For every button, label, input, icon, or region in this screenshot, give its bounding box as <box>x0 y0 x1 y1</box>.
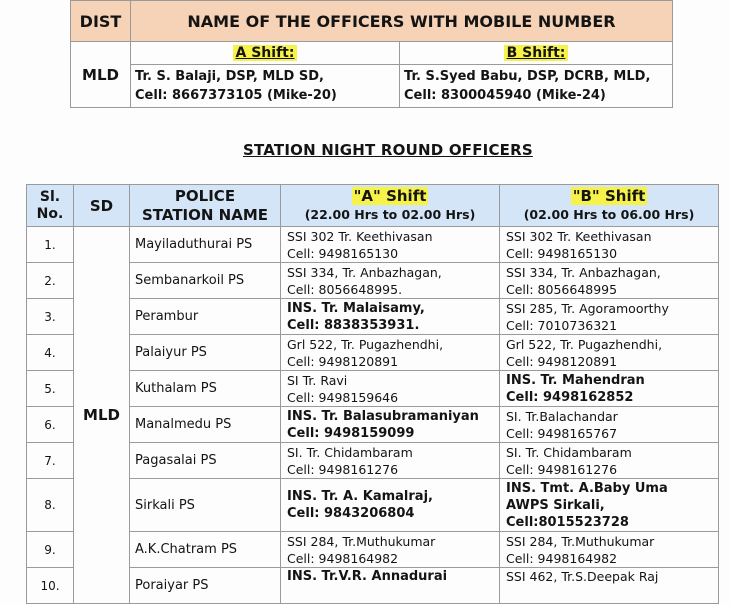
row-b-shift: SI. Tr. Chidambaram Cell: 9498161276 <box>500 443 719 479</box>
row-b-shift: SSI 334, Tr. Anbazhagan, Cell: 8056648995 <box>500 263 719 299</box>
row-station: Mayiladuthurai PS <box>130 227 281 263</box>
col-header-b-shift: "B" Shift (02.00 Hrs to 06.00 Hrs) <box>500 185 719 227</box>
row-sl: 10. <box>27 568 74 604</box>
row-a-shift: INS. Tr. Malaisamy, Cell: 8838353931. <box>281 299 500 335</box>
row-sl: 9. <box>27 532 74 568</box>
dist-value: MLD <box>71 42 131 108</box>
row-sl: 6. <box>27 407 74 443</box>
row-sl: 7. <box>27 443 74 479</box>
col-header-sd: SD <box>74 185 130 227</box>
row-station: Pagasalai PS <box>130 443 281 479</box>
table-row <box>27 299 719 335</box>
col-header-station: POLICE STATION NAME <box>130 185 281 227</box>
row-station: Perambur <box>130 299 281 335</box>
row-a-shift: SI. Tr. Chidambaram Cell: 9498161276 <box>281 443 500 479</box>
row-b-shift: INS. Tr. Mahendran Cell: 9498162852 <box>500 371 719 407</box>
col-header-a-shift: "A" Shift (22.00 Hrs to 02.00 Hrs) <box>281 185 500 227</box>
row-station: Sirkali PS <box>130 479 281 532</box>
top-officers-table <box>70 0 673 108</box>
table-row <box>27 568 719 604</box>
table-row <box>27 263 719 299</box>
row-b-shift: SSI 284, Tr.Muthukumar Cell: 9498164982 <box>500 532 719 568</box>
row-a-shift: Grl 522, Tr. Pugazhendhi, Cell: 9498120891 <box>281 335 500 371</box>
table-row <box>27 227 719 263</box>
dist-header: DIST <box>71 1 131 42</box>
row-a-shift: INS. Tr. A. Kamalraj, Cell: 9843206804 <box>281 479 500 532</box>
row-station: Poraiyar PS <box>130 568 281 604</box>
row-b-shift: INS. Tmt. A.Baby Uma AWPS Sirkali, Cell:8015523728 <box>500 479 719 532</box>
row-sl: 3. <box>27 299 74 335</box>
row-b-shift: SSI 302 Tr. Keethivasan Cell: 9498165130 <box>500 227 719 263</box>
row-station: Sembanarkoil PS <box>130 263 281 299</box>
row-b-shift: SSI 462, Tr.S.Deepak Raj <box>500 568 719 604</box>
row-a-shift: SSI 334, Tr. Anbazhagan, Cell: 8056648995. <box>281 263 500 299</box>
table-row <box>27 371 719 407</box>
row-sl: 2. <box>27 263 74 299</box>
a-shift-officer: Tr. S. Balaji, DSP, MLD SD, Cell: 8667373105 (Mike-20) <box>131 65 400 108</box>
table-row <box>27 443 719 479</box>
b-shift-officer: Tr. S.Syed Babu, DSP, DCRB, MLD, Cell: 8300045940 (Mike-24) <box>400 65 673 108</box>
row-station: Palaiyur PS <box>130 335 281 371</box>
row-sl: 8. <box>27 479 74 532</box>
row-station: Manalmedu PS <box>130 407 281 443</box>
row-b-shift: Grl 522, Tr. Pugazhendhi, Cell: 9498120891 <box>500 335 719 371</box>
col-header-sl: Sl. No. <box>27 185 74 227</box>
row-a-shift: SSI 284, Tr.Muthukumar Cell: 9498164982 <box>281 532 500 568</box>
row-sl: 4. <box>27 335 74 371</box>
section-title: STATION NIGHT ROUND OFFICERS <box>243 141 533 159</box>
row-a-shift: INS. Tr. Balasubramaniyan Cell: 9498159099 <box>281 407 500 443</box>
a-shift-label: A Shift: <box>131 42 400 65</box>
row-b-shift: SSI 285, Tr. Agoramoorthy Cell: 7010736321 <box>500 299 719 335</box>
table-row <box>27 479 719 532</box>
sd-value: MLD <box>74 227 130 604</box>
night-round-table <box>26 184 719 604</box>
b-shift-label: B Shift: <box>400 42 673 65</box>
row-a-shift: SI Tr. Ravi Cell: 9498159646 <box>281 371 500 407</box>
row-a-shift: SSI 302 Tr. Keethivasan Cell: 9498165130 <box>281 227 500 263</box>
row-a-shift: INS. Tr.V.R. Annadurai <box>281 568 500 604</box>
table-row <box>27 335 719 371</box>
row-sl: 5. <box>27 371 74 407</box>
table-row <box>27 407 719 443</box>
row-b-shift: SI. Tr.Balachandar Cell: 9498165767 <box>500 407 719 443</box>
officers-header: NAME OF THE OFFICERS WITH MOBILE NUMBER <box>131 1 673 42</box>
row-sl: 1. <box>27 227 74 263</box>
row-station: A.K.Chatram PS <box>130 532 281 568</box>
row-station: Kuthalam PS <box>130 371 281 407</box>
table-row <box>27 532 719 568</box>
